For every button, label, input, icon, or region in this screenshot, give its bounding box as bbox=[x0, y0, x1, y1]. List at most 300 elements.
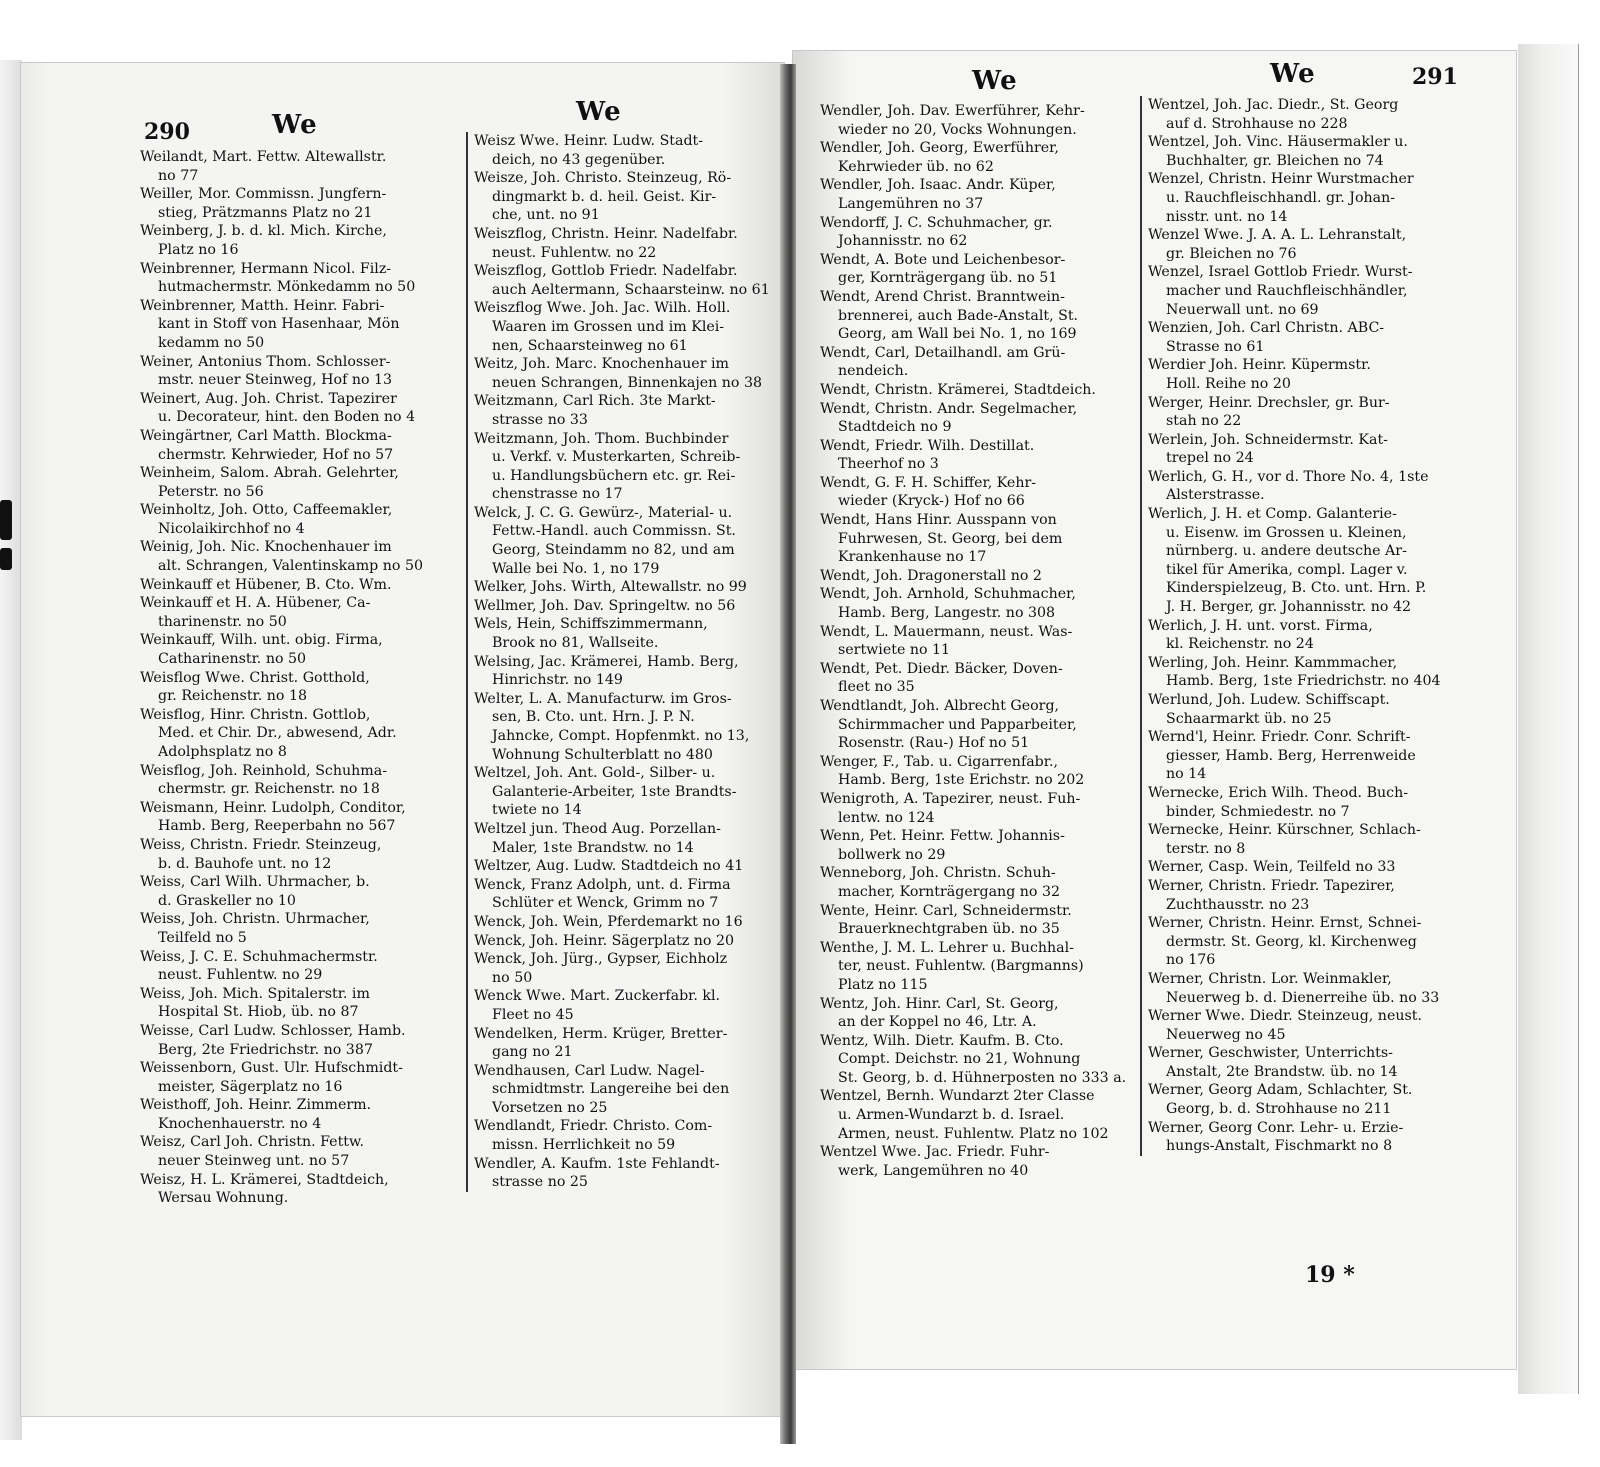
directory-entry bbox=[140, 948, 465, 985]
entry-continuation-line: u. Armen-Wundarzt b. d. Israel. bbox=[838, 1107, 1065, 1124]
directory-entry bbox=[820, 288, 1136, 344]
entry-first-line: Wentzel Wwe. Jac. Friedr. Fuhr- bbox=[820, 1144, 1050, 1161]
directory-entry bbox=[1148, 226, 1473, 263]
directory-entry bbox=[820, 1143, 1136, 1180]
entry-continuation-line: Armen, neust. Fuhlentw. Platz no 102 bbox=[838, 1125, 1109, 1142]
directory-entry bbox=[474, 1025, 784, 1062]
entry-continuation-line: J. H. Berger, gr. Johannisstr. no 42 bbox=[1166, 599, 1412, 616]
directory-entry bbox=[1148, 263, 1473, 319]
entry-first-line: Weisflog Wwe. Christ. Gotthold, bbox=[140, 669, 370, 686]
entry-continuation-line: u. Eisenw. im Grossen u. Kleinen, bbox=[1166, 524, 1407, 541]
entry-first-line: Wernecke, Erich Wilh. Theod. Buch- bbox=[1148, 784, 1409, 801]
directory-entry bbox=[474, 653, 784, 690]
entry-first-line: Wendt, Carl, Detailhandl. am Grü- bbox=[820, 344, 1066, 361]
entry-first-line: Werner, Georg Conr. Lehr- u. Erzie- bbox=[1148, 1119, 1404, 1136]
entry-first-line: Weinheim, Salom. Abrah. Gelehrter, bbox=[140, 465, 399, 482]
entry-first-line: Wendt, Pet. Diedr. Bäcker, Doven- bbox=[820, 660, 1063, 677]
directory-entry bbox=[474, 987, 784, 1024]
entry-continuation-line: Schlüter et Wenck, Grimm no 7 bbox=[492, 895, 719, 912]
signature-mark: 19 * bbox=[1305, 1262, 1355, 1288]
entry-first-line: Wels, Hein, Schiffszimmermann, bbox=[474, 616, 708, 633]
entry-continuation-line: che, unt. no 91 bbox=[492, 207, 600, 224]
entry-first-line: Weinbrenner, Matth. Heinr. Fabri- bbox=[140, 297, 385, 314]
entry-continuation-line: Maler, 1ste Brandstw. no 14 bbox=[492, 839, 694, 856]
directory-entry bbox=[820, 753, 1136, 790]
entry-first-line: Weiss, Joh. Christn. Uhrmacher, bbox=[140, 911, 370, 928]
entry-continuation-line: no 50 bbox=[492, 969, 533, 986]
entry-continuation-line: St. Georg, b. d. Hühnerposten no 333 a. bbox=[838, 1069, 1127, 1086]
entry-continuation-line: meister, Sägerplatz no 16 bbox=[158, 1078, 343, 1095]
entry-first-line: Weilandt, Mart. Fettw. Altewallstr. bbox=[140, 149, 387, 165]
entry-continuation-line: kant in Stoff von Hasenhaar, Mön bbox=[158, 316, 400, 333]
entry-continuation-line: Peterstr. no 56 bbox=[158, 483, 264, 500]
entry-continuation-line: stah no 22 bbox=[1166, 413, 1242, 430]
directory-entry bbox=[140, 260, 465, 297]
entry-continuation-line: Fettw.-Handl. auch Commissn. St. bbox=[492, 523, 736, 540]
entry-first-line: Werner Wwe. Diedr. Steinzeug, neust. bbox=[1148, 1008, 1422, 1025]
entry-continuation-line: tharinenstr. no 50 bbox=[158, 613, 287, 630]
entry-continuation-line: u. Handlungsbüchern etc. gr. Rei- bbox=[492, 467, 736, 484]
directory-entry bbox=[820, 344, 1136, 381]
entry-first-line: Wenigroth, A. Tapezirer, neust. Fuh- bbox=[820, 790, 1081, 807]
entry-continuation-line: Kinderspielzeug, B. Cto. unt. Hrn. P. bbox=[1166, 580, 1427, 597]
entry-first-line: Wendt, Friedr. Wilh. Destillat. bbox=[820, 437, 1035, 454]
entry-continuation-line: Fuhrwesen, St. Georg, bei dem bbox=[838, 530, 1063, 547]
entry-first-line: Wenn, Pet. Heinr. Fettw. Johannis- bbox=[820, 828, 1065, 845]
directory-entry bbox=[140, 464, 465, 501]
entry-continuation-line: ter, neust. Fuhlentw. (Bargmanns) bbox=[838, 958, 1084, 975]
entry-first-line: Weinig, Joh. Nic. Knochenhauer im bbox=[140, 539, 392, 556]
entry-first-line: Wenck Wwe. Mart. Zuckerfabr. kl. bbox=[474, 988, 721, 1005]
entry-first-line: Wendhausen, Carl Ludw. Nagel- bbox=[474, 1062, 705, 1079]
entry-continuation-line: Compt. Deichstr. no 21, Wohnung bbox=[838, 1051, 1081, 1068]
entry-first-line: Wenthe, J. M. L. Lehrer u. Buchhal- bbox=[820, 939, 1074, 956]
running-head-right-2: We bbox=[1270, 59, 1316, 89]
directory-entry bbox=[1148, 858, 1473, 877]
entry-continuation-line: Zuchthausstr. no 23 bbox=[1166, 896, 1310, 913]
directory-entry bbox=[820, 176, 1136, 213]
directory-entry bbox=[474, 1117, 784, 1154]
entry-first-line: Weinberg, J. b. d. kl. Mich. Kirche, bbox=[140, 223, 387, 240]
entry-continuation-line: Kehrwieder üb. no 62 bbox=[838, 158, 994, 175]
directory-entry bbox=[474, 1155, 784, 1192]
entry-continuation-line: dingmarkt b. d. heil. Geist. Kir- bbox=[492, 188, 717, 205]
directory-entry bbox=[140, 706, 465, 762]
directory-entry bbox=[1148, 821, 1473, 858]
directory-entry bbox=[474, 225, 784, 262]
directory-entry bbox=[140, 1022, 465, 1059]
directory-entry bbox=[474, 615, 784, 652]
entry-continuation-line: Hamb. Berg, Reeperbahn no 567 bbox=[158, 818, 396, 835]
directory-entry bbox=[140, 576, 465, 595]
entry-first-line: Weiner, Antonius Thom. Schlosser- bbox=[140, 353, 391, 370]
directory-entry bbox=[140, 762, 465, 799]
entry-first-line: Wenzel, Christn. Heinr Wurstmacher bbox=[1148, 171, 1414, 188]
entry-first-line: Weisz Wwe. Heinr. Ludw. Stadt- bbox=[474, 133, 704, 149]
entry-first-line: Wendt, Christn. Andr. Segelmacher, bbox=[820, 400, 1078, 417]
scan-edge bbox=[0, 60, 22, 1440]
directory-entry bbox=[140, 799, 465, 836]
entry-continuation-line: Walle bei No. 1, no 179 bbox=[492, 560, 660, 577]
directory-entry bbox=[1148, 1007, 1473, 1044]
directory-entry bbox=[1148, 394, 1473, 431]
entry-continuation-line: macher, Kornträgergang no 32 bbox=[838, 883, 1061, 900]
directory-entry bbox=[1148, 356, 1473, 393]
directory-entry bbox=[1148, 1081, 1473, 1118]
entry-first-line: Wenck, Franz Adolph, unt. d. Firma bbox=[474, 876, 731, 893]
entry-continuation-line: hungs-Anstalt, Fischmarkt no 8 bbox=[1166, 1138, 1393, 1155]
entry-first-line: Weinkauff et Hübener, B. Cto. Wm. bbox=[140, 576, 392, 593]
entry-first-line: Werner, Christn. Lor. Weinmakler, bbox=[1148, 970, 1392, 987]
entry-first-line: Wenzien, Joh. Carl Christn. ABC- bbox=[1148, 320, 1385, 337]
directory-entry bbox=[1148, 654, 1473, 691]
directory-entry bbox=[1148, 133, 1473, 170]
entry-first-line: Weitzmann, Joh. Thom. Buchbinder bbox=[474, 430, 729, 447]
entry-first-line: Weiss, Carl Wilh. Uhrmacher, b. bbox=[140, 874, 370, 891]
entry-continuation-line: Hospital St. Hiob, üb. no 87 bbox=[158, 1004, 359, 1021]
entry-first-line: Werner, Christn. Heinr. Ernst, Schnei- bbox=[1148, 915, 1422, 932]
entry-first-line: Werner, Christn. Friedr. Tapezirer, bbox=[1148, 877, 1395, 894]
directory-entry bbox=[820, 790, 1136, 827]
directory-entry bbox=[140, 1096, 465, 1133]
entry-first-line: Wenneborg, Joh. Christn. Schuh- bbox=[820, 865, 1056, 882]
entry-continuation-line: Johannisstr. no 62 bbox=[838, 233, 968, 250]
entry-first-line: Wendtlandt, Joh. Albrecht Georg, bbox=[820, 698, 1060, 714]
directory-entry bbox=[820, 139, 1136, 176]
directory-entry bbox=[820, 567, 1136, 586]
entry-first-line: Weisflog, Hinr. Christn. Gottlob, bbox=[140, 706, 371, 723]
entry-continuation-line: mstr. neuer Steinweg, Hof no 13 bbox=[158, 372, 393, 389]
entry-continuation-line: Brook no 81, Wallseite. bbox=[492, 635, 659, 652]
running-head-right-1: We bbox=[972, 66, 1018, 96]
column-right-page-2 bbox=[1140, 96, 1473, 1156]
directory-entry bbox=[474, 913, 784, 932]
column-left-page-2 bbox=[466, 132, 784, 1192]
entry-first-line: Weitzmann, Carl Rich. 3te Markt- bbox=[474, 393, 716, 410]
page-number-right: 291 bbox=[1412, 64, 1458, 90]
entry-first-line: Weinholtz, Joh. Otto, Caffeemakler, bbox=[140, 502, 393, 519]
entry-first-line: Weiss, Joh. Mich. Spitalerstr. im bbox=[140, 985, 370, 1002]
entry-continuation-line: Berg, 2te Friedrichstr. no 387 bbox=[158, 1041, 373, 1058]
entry-first-line: Wendt, G. F. H. Schiffer, Kehr- bbox=[820, 474, 1037, 491]
directory-entry bbox=[820, 102, 1136, 139]
directory-entry bbox=[474, 932, 784, 951]
entry-continuation-line: Theerhof no 3 bbox=[838, 456, 939, 473]
entry-first-line: Wendler, Joh. Georg, Ewerführer, bbox=[820, 140, 1059, 157]
entry-continuation-line: lentw. no 124 bbox=[838, 809, 935, 826]
directory-entry bbox=[140, 353, 465, 390]
directory-entry bbox=[140, 427, 465, 464]
directory-entry bbox=[474, 392, 784, 429]
entry-continuation-line: Brauerknechtgraben üb. no 35 bbox=[838, 921, 1060, 938]
directory-entry bbox=[474, 820, 784, 857]
entry-continuation-line: Georg, Steindamm no 82, und am bbox=[492, 542, 735, 559]
entry-first-line: Wentzel, Bernh. Wundarzt 2ter Classe bbox=[820, 1088, 1095, 1105]
directory-entry bbox=[140, 1171, 465, 1208]
entry-continuation-line: dermstr. St. Georg, kl. Kirchenweg bbox=[1166, 933, 1417, 950]
entry-continuation-line: Neuerweg no 45 bbox=[1166, 1026, 1286, 1043]
directory-entry bbox=[820, 511, 1136, 567]
entry-continuation-line: Holl. Reihe no 20 bbox=[1166, 375, 1291, 392]
directory-entry bbox=[1148, 505, 1473, 617]
directory-entry bbox=[820, 864, 1136, 901]
entry-continuation-line: Waaren im Grossen und im Klei- bbox=[492, 318, 725, 335]
entry-continuation-line: Schaarmarkt üb. no 25 bbox=[1166, 710, 1332, 727]
entry-continuation-line: Nicolaikirchhof no 4 bbox=[158, 520, 305, 537]
directory-entry bbox=[140, 185, 465, 222]
entry-continuation-line: werk, Langemühren no 40 bbox=[838, 1162, 1029, 1179]
entry-continuation-line: chenstrasse no 17 bbox=[492, 486, 623, 503]
directory-entry bbox=[474, 597, 784, 616]
directory-entry bbox=[140, 985, 465, 1022]
directory-entry bbox=[820, 585, 1136, 622]
entry-first-line: Welsing, Jac. Krämerei, Hamb. Berg, bbox=[474, 653, 739, 670]
directory-entry bbox=[474, 578, 784, 597]
entry-first-line: Weissenborn, Gust. Ulr. Hufschmidt- bbox=[140, 1060, 403, 1077]
entry-continuation-line: sen, B. Cto. unt. Hrn. J. P. N. bbox=[492, 709, 695, 726]
entry-continuation-line: bollwerk no 29 bbox=[838, 846, 946, 863]
directory-entry bbox=[1148, 468, 1473, 505]
directory-entry bbox=[1148, 170, 1473, 226]
entry-continuation-line: schmidtmstr. Langereihe bei den bbox=[492, 1081, 730, 1098]
directory-entry bbox=[1148, 877, 1473, 914]
entry-continuation-line: Vorsetzen no 25 bbox=[492, 1099, 608, 1116]
entry-continuation-line: auch Aeltermann, Schaarsteinw. no 61 bbox=[492, 281, 770, 298]
entry-continuation-line: Adolphsplatz no 8 bbox=[158, 744, 287, 760]
directory-entry bbox=[1148, 96, 1473, 133]
entry-first-line: Weinbrenner, Hermann Nicol. Filz- bbox=[140, 260, 392, 277]
entry-continuation-line: Med. et Chir. Dr., abwesend, Adr. bbox=[158, 725, 397, 742]
directory-entry bbox=[474, 262, 784, 299]
entry-continuation-line: binder, Schmiedestr. no 7 bbox=[1166, 803, 1350, 820]
entry-first-line: Weltzel, Joh. Ant. Gold-, Silber- u. bbox=[474, 765, 716, 782]
entry-continuation-line: chermstr. gr. Reichenstr. no 18 bbox=[158, 781, 380, 798]
entry-first-line: Welter, L. A. Manufacturw. im Gros- bbox=[474, 690, 732, 707]
directory-entry bbox=[1148, 784, 1473, 821]
directory-entry bbox=[820, 400, 1136, 437]
entry-continuation-line: Stadtdeich no 9 bbox=[838, 419, 952, 436]
entry-first-line: Wentz, Wilh. Dietr. Kaufm. B. Cto. bbox=[820, 1032, 1064, 1049]
scan-margin-mark bbox=[0, 500, 12, 540]
entry-first-line: Wendlandt, Friedr. Christo. Com- bbox=[474, 1118, 713, 1135]
entry-first-line: Weiss, J. C. E. Schuhmachermstr. bbox=[140, 948, 378, 965]
entry-continuation-line: u. Verkf. v. Musterkarten, Schreib- bbox=[492, 449, 741, 466]
directory-entry bbox=[1148, 1119, 1473, 1156]
entry-continuation-line: wieder no 20, Vocks Wohnungen. bbox=[838, 121, 1077, 138]
entry-continuation-line: strasse no 33 bbox=[492, 411, 588, 428]
entry-continuation-line: auf d. Strohhause no 228 bbox=[1166, 115, 1348, 132]
entry-continuation-line: u. Rauchfleischhandl. gr. Johan- bbox=[1166, 189, 1396, 206]
entry-continuation-line: neust. Fuhlentw. no 22 bbox=[492, 244, 657, 261]
entry-continuation-line: Georg, am Wall bei No. 1, no 169 bbox=[838, 326, 1077, 343]
entry-continuation-line: Alsterstrasse. bbox=[1166, 487, 1265, 504]
entry-continuation-line: gang no 21 bbox=[492, 1044, 573, 1061]
directory-entry bbox=[474, 764, 784, 820]
entry-first-line: Wendler, Joh. Dav. Ewerführer, Kehr- bbox=[820, 103, 1085, 119]
entry-first-line: Werner, Geschwister, Unterrichts- bbox=[1148, 1045, 1393, 1062]
directory-entry bbox=[140, 148, 465, 185]
entry-first-line: Wenger, F., Tab. u. Cigarrenfabr., bbox=[820, 753, 1058, 770]
entry-continuation-line: trepel no 24 bbox=[1166, 450, 1254, 467]
entry-first-line: Werner, Casp. Wein, Teilfeld no 33 bbox=[1148, 859, 1396, 876]
entry-continuation-line: alt. Schrangen, Valentinskamp no 50 bbox=[158, 558, 424, 575]
entry-first-line: Weinert, Aug. Joh. Christ. Tapezirer bbox=[140, 390, 397, 407]
entry-first-line: Werlich, J. H. unt. vorst. Firma, bbox=[1148, 617, 1373, 634]
directory-entry bbox=[1148, 1044, 1473, 1081]
directory-entry bbox=[474, 355, 784, 392]
entry-first-line: Weisz, H. L. Krämerei, Stadtdeich, bbox=[140, 1171, 389, 1188]
entry-continuation-line: strasse no 25 bbox=[492, 1174, 588, 1191]
directory-entry bbox=[474, 430, 784, 504]
entry-continuation-line: Buchhalter, gr. Bleichen no 74 bbox=[1166, 152, 1384, 169]
entry-first-line: Weitz, Joh. Marc. Knochenhauer im bbox=[474, 356, 729, 373]
entry-first-line: Weisse, Carl Ludw. Schlosser, Hamb. bbox=[140, 1022, 406, 1039]
entry-continuation-line: nürnberg. u. andere deutsche Ar- bbox=[1166, 543, 1407, 560]
entry-first-line: Werling, Joh. Heinr. Kammmacher, bbox=[1148, 654, 1398, 671]
entry-first-line: Wendt, Christn. Krämerei, Stadtdeich. bbox=[820, 381, 1096, 398]
entry-continuation-line: Hamb. Berg, 1ste Friedrichstr. no 404 bbox=[1166, 673, 1441, 690]
directory-entry bbox=[140, 873, 465, 910]
page-number-left: 290 bbox=[144, 119, 190, 145]
entry-first-line: Weisz, Carl Joh. Christn. Fettw. bbox=[140, 1134, 364, 1151]
entry-continuation-line: b. d. Bauhofe unt. no 12 bbox=[158, 855, 332, 872]
directory-entry bbox=[820, 474, 1136, 511]
entry-continuation-line: Anstalt, 2te Brandstw. üb. no 14 bbox=[1166, 1063, 1398, 1080]
entry-continuation-line: d. Graskeller no 10 bbox=[158, 892, 296, 909]
directory-entry bbox=[820, 251, 1136, 288]
entry-first-line: Weinkauff, Wilh. unt. obig. Firma, bbox=[140, 632, 383, 649]
entry-continuation-line: Galanterie-Arbeiter, 1ste Brandts- bbox=[492, 783, 737, 800]
entry-first-line: Wendt, Joh. Arnhold, Schuhmacher, bbox=[820, 586, 1076, 603]
entry-continuation-line: terstr. no 8 bbox=[1166, 840, 1246, 857]
entry-first-line: Wendt, Hans Hinr. Ausspann von bbox=[820, 512, 1057, 529]
entry-first-line: Wenck, Joh. Jürg., Gypser, Eichholz bbox=[474, 951, 728, 968]
entry-first-line: Wernecke, Heinr. Kürschner, Schlach- bbox=[1148, 822, 1421, 839]
directory-entry bbox=[474, 876, 784, 913]
entry-continuation-line: no 14 bbox=[1166, 766, 1207, 783]
directory-entry bbox=[820, 437, 1136, 474]
entry-continuation-line: no 176 bbox=[1166, 952, 1216, 969]
entry-first-line: Wendler, A. Kaufm. 1ste Fehlandt- bbox=[474, 1155, 720, 1172]
directory-entry bbox=[140, 594, 465, 631]
entry-continuation-line: deich, no 43 gegenüber. bbox=[492, 151, 666, 168]
entry-continuation-line: neuer Steinweg unt. no 57 bbox=[158, 1153, 350, 1170]
directory-entry bbox=[820, 214, 1136, 251]
entry-first-line: Wendorff, J. C. Schuhmacher, gr. bbox=[820, 214, 1053, 231]
entry-continuation-line: gr. Reichenstr. no 18 bbox=[158, 688, 308, 705]
entry-continuation-line: fleet no 35 bbox=[838, 679, 915, 696]
directory-entry bbox=[820, 697, 1136, 753]
entry-continuation-line: hutmachermstr. Mönkedamm no 50 bbox=[158, 279, 416, 296]
entry-continuation-line: Catharinenstr. no 50 bbox=[158, 651, 307, 668]
running-head-left-1: We bbox=[272, 110, 318, 140]
directory-entry bbox=[1148, 431, 1473, 468]
open-book bbox=[20, 44, 1595, 1454]
entry-continuation-line: wieder (Kryck-) Hof no 66 bbox=[838, 493, 1025, 510]
entry-first-line: Wendt, A. Bote und Leichenbesor- bbox=[820, 251, 1066, 268]
directory-entry bbox=[140, 1059, 465, 1096]
entry-first-line: Weinkauff et H. A. Hübener, Ca- bbox=[140, 595, 371, 612]
entry-continuation-line: Teilfeld no 5 bbox=[158, 929, 247, 946]
directory-entry bbox=[474, 1062, 784, 1118]
entry-first-line: Weltzel jun. Theod Aug. Porzellan- bbox=[474, 820, 721, 837]
directory-entry bbox=[820, 623, 1136, 660]
directory-entry bbox=[140, 836, 465, 873]
entry-first-line: Wenzel Wwe. J. A. A. L. Lehranstalt, bbox=[1148, 227, 1407, 244]
directory-entry bbox=[1148, 617, 1473, 654]
directory-entry bbox=[140, 390, 465, 427]
directory-entry bbox=[1148, 970, 1473, 1007]
entry-continuation-line: Schirmmacher und Papparbeiter, bbox=[838, 716, 1077, 733]
directory-entry bbox=[140, 631, 465, 668]
entry-first-line: Wendelken, Herm. Krüger, Bretter- bbox=[474, 1025, 728, 1042]
entry-first-line: Wernd'l, Heinr. Friedr. Conr. Schrift- bbox=[1148, 729, 1411, 746]
entry-continuation-line: Hamb. Berg, 1ste Erichstr. no 202 bbox=[838, 772, 1085, 789]
entry-first-line: Wenzel, Israel Gottlob Friedr. Wurst- bbox=[1148, 264, 1413, 281]
entry-first-line: Wendt, L. Mauermann, neust. Was- bbox=[820, 623, 1073, 640]
entry-continuation-line: Platz no 115 bbox=[838, 976, 928, 993]
directory-entry bbox=[820, 1032, 1136, 1088]
directory-entry bbox=[474, 504, 784, 578]
entry-continuation-line: nen, Schaarsteinweg no 61 bbox=[492, 337, 688, 354]
directory-entry bbox=[820, 660, 1136, 697]
running-head-left-2: We bbox=[576, 97, 622, 127]
directory-entry bbox=[474, 299, 784, 355]
entry-continuation-line: chermstr. Kehrwieder, Hof no 57 bbox=[158, 446, 394, 463]
entry-continuation-line: Knochenhauerstr. no 4 bbox=[158, 1115, 322, 1132]
entry-continuation-line: Wersau Wohnung. bbox=[158, 1190, 289, 1207]
entry-continuation-line: Fleet no 45 bbox=[492, 1006, 574, 1023]
directory-entry bbox=[140, 501, 465, 538]
directory-entry bbox=[820, 827, 1136, 864]
directory-entry bbox=[474, 857, 784, 876]
entry-continuation-line: Platz no 16 bbox=[158, 241, 239, 258]
entry-continuation-line: Georg, b. d. Strohhause no 211 bbox=[1166, 1101, 1392, 1118]
entry-continuation-line: neust. Fuhlentw. no 29 bbox=[158, 967, 323, 984]
entry-continuation-line: sertwiete no 11 bbox=[838, 642, 951, 659]
entry-first-line: Wendt, Arend Christ. Branntwein- bbox=[820, 288, 1065, 305]
directory-entry bbox=[820, 902, 1136, 939]
directory-entry bbox=[820, 939, 1136, 995]
entry-continuation-line: Krankenhause no 17 bbox=[838, 549, 987, 566]
entry-first-line: Weisflog, Joh. Reinhold, Schuhma- bbox=[140, 762, 387, 779]
entry-first-line: Weltzer, Aug. Ludw. Stadtdeich no 41 bbox=[474, 858, 744, 875]
entry-continuation-line: Neuerweg b. d. Dienerreihe üb. no 33 bbox=[1166, 989, 1440, 1006]
entry-first-line: Wendt, Joh. Dragonerstall no 2 bbox=[820, 567, 1042, 584]
directory-entry bbox=[140, 538, 465, 575]
directory-entry bbox=[820, 1087, 1136, 1143]
entry-first-line: Werlich, G. H., vor d. Thore No. 4, 1ste bbox=[1148, 468, 1429, 485]
directory-entry bbox=[1148, 691, 1473, 728]
entry-first-line: Wentz, Joh. Hinr. Carl, St. Georg, bbox=[820, 995, 1059, 1012]
directory-entry bbox=[820, 381, 1136, 400]
entry-first-line: Weiszflog, Christn. Heinr. Nadelfabr. bbox=[474, 225, 738, 242]
directory-entry bbox=[1148, 319, 1473, 356]
entry-first-line: Wentzel, Joh. Vinc. Häusermakler u. bbox=[1148, 134, 1408, 151]
column-right-page-1 bbox=[820, 102, 1136, 1180]
directory-entry bbox=[820, 995, 1136, 1032]
entry-first-line: Wellmer, Joh. Dav. Springeltw. no 56 bbox=[474, 597, 736, 614]
directory-entry bbox=[140, 1133, 465, 1170]
entry-continuation-line: neuen Schrangen, Binnenkajen no 38 bbox=[492, 374, 763, 391]
entry-continuation-line: no 77 bbox=[158, 167, 199, 184]
directory-entry bbox=[1148, 914, 1473, 970]
entry-continuation-line: Langemühren no 37 bbox=[838, 195, 984, 212]
entry-continuation-line: kedamm no 50 bbox=[158, 334, 265, 351]
entry-continuation-line: Rosenstr. (Rau-) Hof no 51 bbox=[838, 735, 1030, 752]
entry-continuation-line: Neuerwall unt. no 69 bbox=[1166, 301, 1319, 318]
entry-continuation-line: an der Koppel no 46, Ltr. A. bbox=[838, 1014, 1037, 1031]
